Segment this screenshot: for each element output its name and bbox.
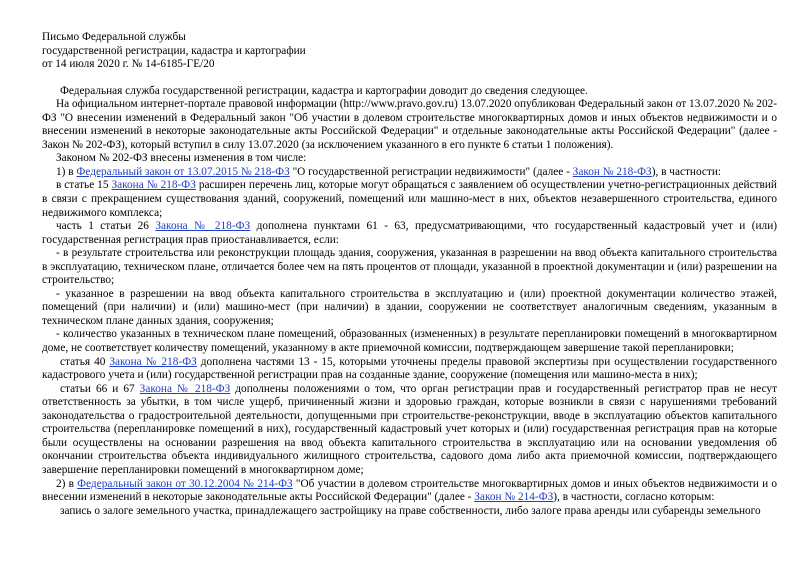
text-segment: 1) в [56, 165, 77, 178]
law-218-fz-link[interactable]: Закона № 218-ФЗ [111, 179, 196, 192]
paragraph-changes-intro: Законом № 202-ФЗ внесены изменения в том числе: [56, 152, 307, 165]
header-line-agency: Письмо Федеральной службы [42, 31, 186, 43]
text-segment: "О государственной регистрации недвижимости" (далее - [289, 165, 573, 178]
text-segment: "Об участии в долевом строительстве многоквартирных домов и иных объектов недвижимости и о внесении изменений в некоторые законодательные акты Российской Федерации" (далее - [42, 477, 777, 504]
law-218-fz-link[interactable]: Закона № 218-ФЗ [139, 382, 231, 395]
letter-header [42, 31, 777, 72]
text-segment: расширен перечень лиц, которые могут обращаться с заявлением об осуществлении учетно-регистрационных действий в связи с прекращением существования зданий, сооружений, помещений или машино-мест в них, объектов незавершенного строительства, единого недвижимого комплекса; [42, 179, 777, 219]
text-segment: часть 1 статьи 26 [56, 220, 156, 233]
text-segment: ), в частности, согласно которым: [553, 491, 715, 504]
paragraph-article-40 [42, 356, 777, 383]
spacer [42, 72, 777, 85]
paragraph-bullet-rooms: - количество указанных в техническом плане помещений, образованных (измененных) в результате перепланировки помещений в многоквартирном доме, не соответствует количеству помещений, указанному в акте приемочной комиссии, подтверждающем завершение такой перепланировки; [42, 328, 777, 355]
paragraph-intro: Федеральная служба государственной регистрации, кадастра и картографии доводит до сведения следующее. [60, 84, 588, 97]
text-segment: дополнены положениями о том, что орган регистрации прав и государственный регистратор прав не несут ответственность за убытки, в том числе ущерб, причиненный жизни и здоровью граждан, которые возникли в связи с нарушениями требований законодательства о градостроительной деятельности, допущенными при строительстве-реконструкции, вводе в эксплуатацию объектов капитального строительства (перепланировке помещений в них), государственный кадастровый учет которых и (или) государственная регистрация прав на которые были осуществлены на основании разрешения на ввод объекта капитального строительства в эксплуатацию или на основании уведомления об окончании строительства объекта индивидуального жилищного строительства, садового дома либо акта приемочной комиссии, подтверждающего завершение перепланировки помещений в многоквартирном доме; [42, 382, 778, 476]
text-segment: ), в частности: [651, 165, 722, 178]
law-218-fz-link[interactable]: Закона № 218-ФЗ [155, 220, 251, 233]
text-segment: дополнена пунктами 61 - 63, предусматривающими, что государственный кадастровый учет и (или) государственная регистрация прав приостанавливается, если: [42, 220, 777, 246]
paragraph-article-26 [42, 220, 777, 247]
law-214-fz-full-link[interactable]: Федеральный закон от 30.12.2004 № 214-ФЗ [77, 477, 293, 490]
law-218-fz-full-link[interactable]: Федеральный закон от 13.07.2015 № 218-ФЗ [76, 165, 290, 178]
law-218-fz-link[interactable]: Закона № 218-ФЗ [109, 355, 197, 368]
law-214-fz-link[interactable]: Закон № 214-ФЗ [474, 491, 554, 504]
text-segment: в статье 15 [56, 179, 112, 192]
text-segment: 2) в [56, 477, 78, 490]
header-line-agency-cont: государственной регистрации, кадастра и картографии [42, 44, 306, 57]
law-218-fz-link[interactable]: Закон № 218-ФЗ [572, 165, 652, 178]
paragraph-article-15 [42, 179, 777, 220]
paragraph-publication: На официальном интернет-портале правовой информации (http://www.pravo.gov.ru) 13.07.2020 опубликован Федеральный закон от 13.07.2020 № 202-ФЗ "О внесении изменений в Федеральный закон "Об участии в долевом строительстве многоквартирных домов и иных объектов недвижимости и о внесении изменений в некоторые законодательные акты Российской Федерации" и отдельные законодательные акты Российской Федерации" (далее - Закон № 202-ФЗ), который вступил в силу 13.07.2020 (за исключением указанного в его пункте 6 статьи 1 положения). [42, 98, 778, 151]
paragraph-articles-66-67 [42, 383, 777, 478]
paragraph-bullet-area: - в результате строительства или реконструкции площадь здания, сооружения, указанная в разрешении на ввод объекта капитального строительства в эксплуатацию, техническом плане, отличается более чем на пять процентов от площади, указанной в проектной документации и (или) разрешении на строительство; [42, 247, 777, 287]
paragraph-item-1 [42, 166, 777, 180]
paragraph-bullet-floors: - указанное в разрешении на ввод объекта капитального строительства в эксплуатацию и (или) проектной документации количество этажей, помещений (при наличии) и (или) машино-мест (при наличии) в здании, сооружении не соответствует аналогичным сведениям, указанным в техническом плане данных здания, сооружения; [42, 287, 777, 327]
text-segment: статьи 66 и 67 [60, 382, 140, 395]
paragraph-item-2 [42, 478, 777, 505]
text-segment: дополнена частями 13 - 15, которыми уточнены пределы правовой экспертизы при осуществлении государственного кадастрового учета и (или) государственной регистрации прав на созданные здание, сооружение (помещения или машино-места в них); [42, 355, 778, 382]
text-segment: статья 40 [60, 355, 110, 368]
header-line-date-number: от 14 июля 2020 г. № 14-6185-ГЕ/20 [42, 58, 215, 71]
paragraph-pledge-record: запись о залоге земельного участка, принадлежащего застройщику на праве собственности, либо залоге права аренды или субаренды земельного [60, 504, 761, 517]
